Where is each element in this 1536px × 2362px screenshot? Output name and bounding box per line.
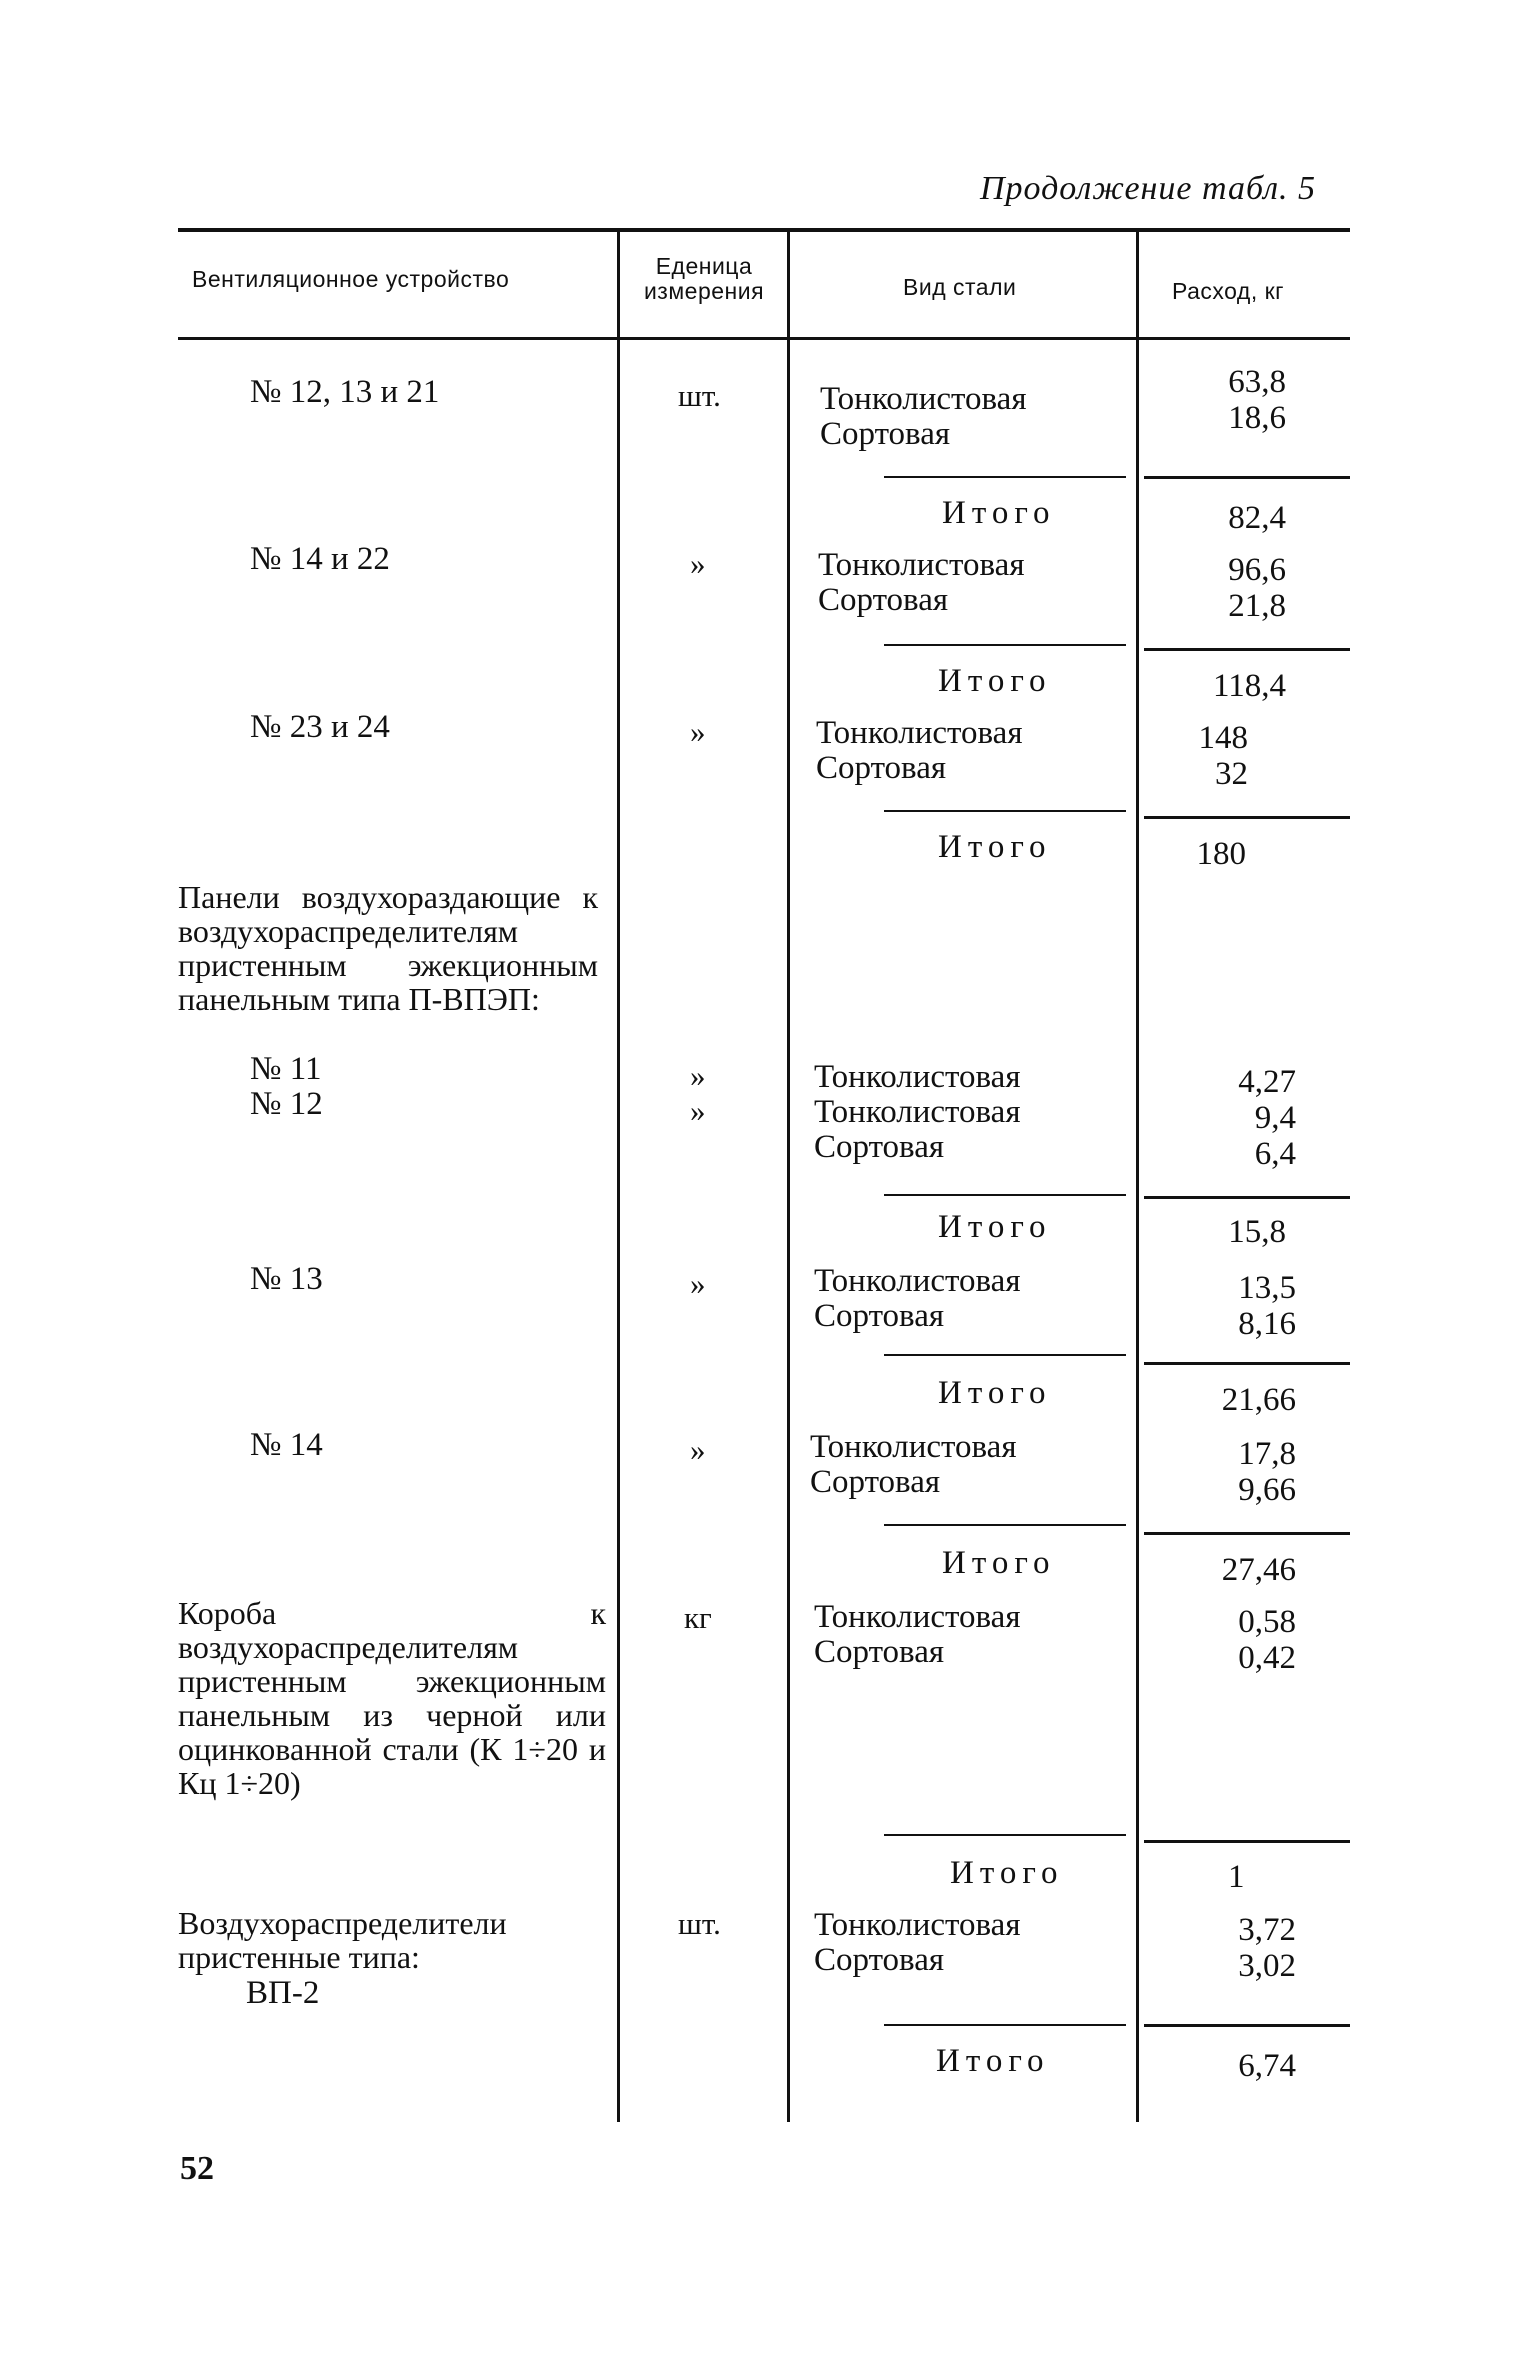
subtotal-rule	[884, 644, 1126, 646]
header-consumption: Расход, кг	[1172, 278, 1285, 304]
consumption-values: 63,8 18,6	[1228, 364, 1286, 436]
unit-value: »	[690, 1432, 706, 1467]
subtotal-rule	[1144, 816, 1350, 819]
subtotal-rule	[884, 2024, 1126, 2026]
subtotal-rule	[1144, 1196, 1350, 1199]
total-label: Итого	[938, 663, 1052, 699]
device-description: Короба к воздухораспределителям пристенным эжекционным панельным из черной или оцинкованной стали (К 1÷20 и Кц 1÷20)	[178, 1595, 606, 1801]
header-bottom-rule	[178, 337, 1350, 340]
unit-value: шт.	[678, 1906, 721, 1941]
total-label: Итого	[950, 1855, 1064, 1891]
total-value: 180	[1196, 836, 1246, 872]
subtotal-rule	[884, 476, 1126, 478]
device-description: Воздухораспределители пристенные типа:	[178, 1905, 507, 1975]
unit-value: »	[690, 714, 706, 749]
steel-types: Тонколистовая Сортовая	[810, 1429, 1017, 1500]
total-label: Итого	[942, 1545, 1056, 1581]
device-sublabel: ВП-2	[246, 1975, 320, 2011]
steel-types: Тонколистовая Сортовая	[814, 1599, 1021, 1670]
column-divider-2	[787, 232, 790, 2122]
total-label: Итого	[936, 2043, 1050, 2079]
subtotal-rule	[884, 1524, 1126, 1526]
steel-types: Тонколистовая Сортовая	[820, 381, 1027, 452]
unit-value: »	[690, 546, 706, 581]
subtotal-rule	[1144, 648, 1350, 651]
total-value: 21,66	[1221, 1382, 1296, 1418]
consumption-values: 148 32	[1198, 720, 1248, 792]
device-sublabels: № 11 № 12	[250, 1051, 323, 1122]
device-description: Панели воздухораздающие к воздухораспределителям пристенным эжекционным панельным типа П-ВПЭП:	[178, 879, 598, 1017]
unit-value: »	[690, 1266, 706, 1301]
unit-value: шт.	[678, 378, 721, 413]
total-label: Итого	[938, 1375, 1052, 1411]
device-label: № 14 и 22	[250, 541, 390, 577]
steel-types: Тонколистовая Тонколистовая Сортовая	[814, 1059, 1021, 1165]
subtotal-rule	[884, 810, 1126, 812]
device-label: № 23 и 24	[250, 709, 390, 745]
subtotal-rule	[884, 1194, 1126, 1196]
steel-types: Тонколистовая Сортовая	[814, 1907, 1021, 1978]
total-label: Итого	[942, 495, 1056, 531]
unit-value: кг	[684, 1600, 712, 1635]
consumption-values: 96,6 21,8	[1228, 552, 1286, 624]
device-label: № 13	[250, 1261, 323, 1297]
steel-types: Тонколистовая Сортовая	[816, 715, 1023, 786]
subtotal-rule	[884, 1834, 1126, 1836]
total-value: 82,4	[1228, 500, 1286, 536]
header-steel: Вид стали	[903, 274, 1017, 300]
subtotal-rule	[884, 1354, 1126, 1356]
total-value: 1	[1228, 1859, 1245, 1895]
steel-types: Тонколистовая Сортовая	[818, 547, 1025, 618]
subtotal-rule	[1144, 2024, 1350, 2027]
device-label: № 14	[250, 1427, 323, 1463]
header-device: Вентиляционное устройство	[192, 266, 510, 292]
consumption-values: 17,8 9,66	[1238, 1436, 1296, 1508]
total-label: Итого	[938, 829, 1052, 865]
total-label: Итого	[938, 1209, 1052, 1245]
subtotal-rule	[1144, 1532, 1350, 1535]
total-value: 118,4	[1212, 668, 1286, 704]
column-divider-1	[617, 232, 620, 2122]
consumption-values: 3,72 3,02	[1238, 1912, 1296, 1984]
total-value: 15,8	[1228, 1214, 1286, 1250]
page-number: 52	[180, 2150, 214, 2187]
total-value: 6,74	[1238, 2048, 1296, 2084]
unit-value: » »	[690, 1058, 706, 1128]
device-label: № 12, 13 и 21	[250, 374, 440, 410]
table-caption: Продолжение табл. 5	[980, 170, 1317, 207]
subtotal-rule	[1144, 476, 1350, 479]
header-unit: Еденица измерения	[643, 253, 765, 304]
consumption-values: 13,5 8,16	[1238, 1270, 1296, 1342]
steel-types: Тонколистовая Сортовая	[814, 1263, 1021, 1334]
total-value: 27,46	[1221, 1552, 1296, 1588]
consumption-values: 0,58 0,42	[1238, 1604, 1296, 1676]
subtotal-rule	[1144, 1362, 1350, 1365]
consumption-values: 4,27 9,4 6,4	[1238, 1064, 1296, 1172]
subtotal-rule	[1144, 1840, 1350, 1843]
top-rule	[178, 228, 1350, 232]
